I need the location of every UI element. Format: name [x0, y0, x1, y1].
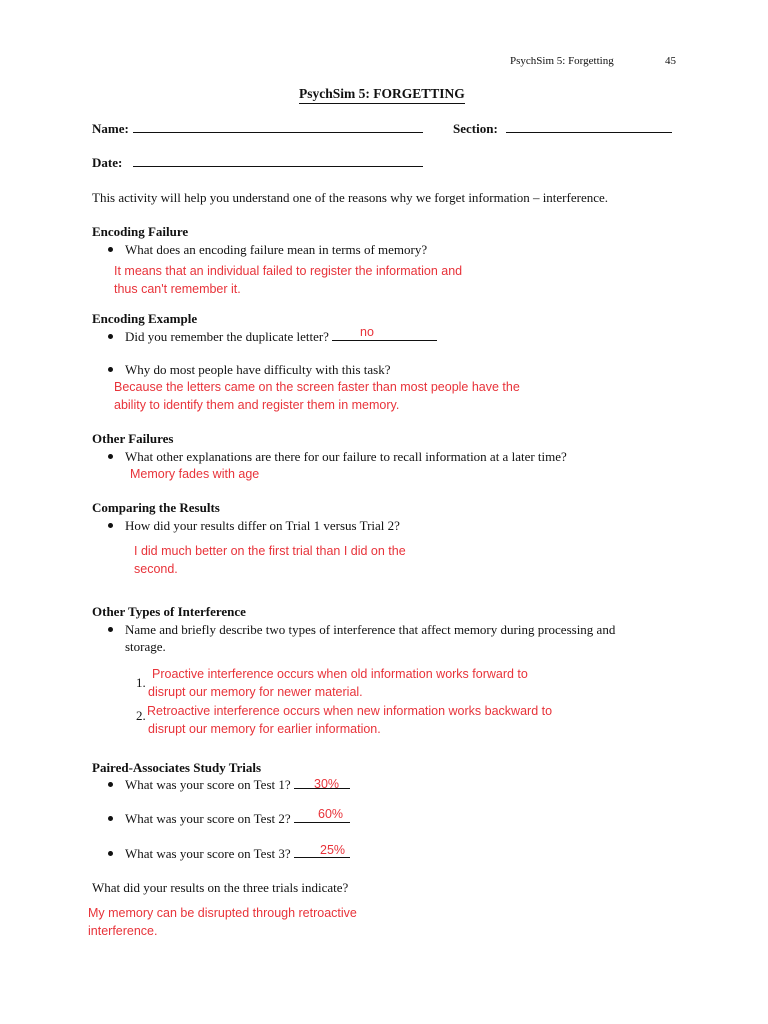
answer-encoding-failure-line2: thus can't remember it.: [114, 282, 241, 296]
question-duplicate-letter: Did you remember the duplicate letter?: [125, 329, 437, 345]
answer-encoding-failure-line1: It means that an individual failed to register the information and: [114, 264, 463, 278]
answer-results-indicate-line2: interference.: [88, 924, 158, 938]
heading-encoding-failure: Encoding Failure: [92, 224, 189, 239]
page-title: PsychSim 5: FORGETTING: [299, 86, 465, 104]
list-number-1: 1.: [136, 675, 146, 690]
question-difficulty: Why do most people have difficulty with this task?: [125, 362, 391, 377]
heading-other-failures: Other Failures: [92, 431, 174, 446]
heading-comparing-results: Comparing the Results: [92, 500, 220, 515]
list-number-2: 2.: [136, 708, 146, 723]
answer-other-failures: Memory fades with age: [130, 467, 260, 481]
answer-test1: 30%: [314, 777, 340, 791]
date-label: Date:: [92, 155, 123, 170]
heading-other-types: Other Types of Interference: [92, 604, 246, 619]
question-other-types-line2: storage.: [125, 639, 166, 654]
answer-results-indicate-line1: My memory can be disrupted through retroactive: [88, 906, 357, 920]
page-number: 45: [665, 55, 676, 67]
section-label: Section:: [453, 121, 498, 136]
name-blank: [133, 121, 423, 137]
question-test2: What was your score on Test 2?: [125, 811, 350, 827]
name-label: Name:: [92, 121, 129, 136]
bullet-icon: [108, 851, 113, 856]
answer-proactive-line2: disrupt our memory for newer material.: [148, 685, 363, 699]
bullet-icon: [108, 454, 113, 459]
question-other-failures: What other explanations are there for our failure to recall information at a later time?: [125, 449, 567, 464]
answer-test2: 60%: [318, 807, 344, 821]
bullet-icon: [108, 334, 113, 339]
answer-retroactive-line2: disrupt our memory for earlier information.: [148, 722, 381, 736]
heading-encoding-example: Encoding Example: [92, 311, 198, 326]
question-other-types-line1: Name and briefly describe two types of interference that affect memory during processing and: [125, 622, 616, 637]
answer-retroactive-line1: Retroactive interference occurs when new information works backward to: [147, 704, 553, 718]
bullet-icon: [108, 247, 113, 252]
bullet-icon: [108, 627, 113, 632]
heading-paired-associates: Paired-Associates Study Trials: [92, 760, 262, 775]
bullet-icon: [108, 367, 113, 372]
section-blank: [506, 121, 672, 137]
answer-difficulty-line1: Because the letters came on the screen faster than most people have the: [114, 380, 520, 394]
question-test1: What was your score on Test 1?: [125, 777, 350, 793]
answer-duplicate-letter: no: [360, 325, 374, 339]
answer-proactive-line1: Proactive interference occurs when old information works forward to: [152, 667, 528, 681]
bullet-icon: [108, 523, 113, 528]
intro-text: This activity will help you understand one of the reasons why we forget information – interference.: [92, 190, 609, 205]
bullet-icon: [108, 782, 113, 787]
running-header-title: PsychSim 5: Forgetting: [510, 55, 614, 67]
question-test3: What was your score on Test 3?: [125, 846, 350, 862]
answer-comparing-results-line2: second.: [134, 562, 178, 576]
bullet-icon: [108, 816, 113, 821]
question-results-indicate: What did your results on the three trials indicate?: [92, 880, 349, 895]
answer-test3: 25%: [320, 843, 346, 857]
answer-difficulty-line2: ability to identify them and register them in memory.: [114, 398, 400, 412]
question-comparing-results: How did your results differ on Trial 1 versus Trial 2?: [125, 518, 400, 533]
answer-comparing-results-line1: I did much better on the first trial than I did on the: [134, 544, 406, 558]
date-blank: [133, 155, 423, 171]
question-encoding-failure: What does an encoding failure mean in terms of memory?: [125, 242, 428, 257]
